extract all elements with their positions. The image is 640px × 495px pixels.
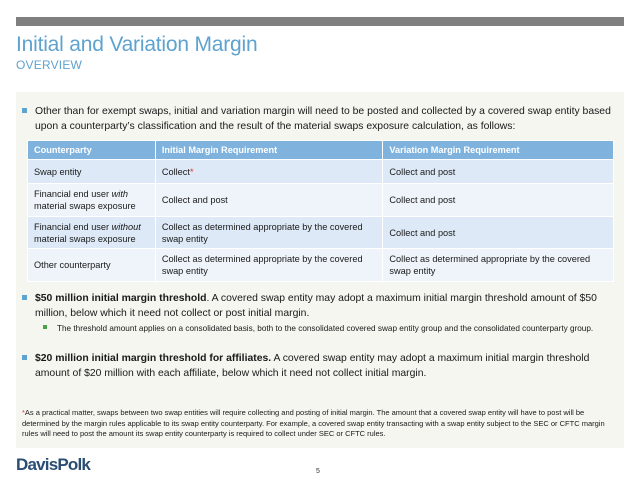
page-subtitle: OVERVIEW <box>16 58 83 72</box>
table-row <box>28 217 614 249</box>
table-row <box>28 160 614 184</box>
affiliate-bullet-text: A covered swap entity may adopt a maximum initial margin threshold amount of $20 million with each affiliate, below which it need not collect initial margin. <box>35 353 590 379</box>
sub-bullet-square-icon <box>43 325 47 329</box>
cell-variation: Collect and post <box>383 160 614 184</box>
cell-variation: Collect and post <box>383 184 614 217</box>
footnote-asterisk: * <box>189 166 194 177</box>
bullet-square-icon <box>22 295 27 300</box>
davis-polk-logo: DavisPolk <box>16 455 91 474</box>
page-number: 5 <box>316 468 320 475</box>
affiliate-bullet-bold: $20 million initial margin threshold for affiliates. <box>35 353 272 364</box>
intro-bullet-text: Other than for exempt swaps, initial and variation margin will need to be posted and collected by a covered swap entity based upon a counterparty’s classification and the result of the material swaps exposure calculation, as follows: <box>35 106 611 132</box>
cell-variation: Collect and post <box>383 217 614 249</box>
footnote <box>22 408 618 440</box>
threshold-bullet-text: . A covered swap entity may adopt a maximum initial margin threshold amount of $50 million, below which it need not collect or post initial margin. <box>35 293 597 319</box>
threshold-sub-bullet-text: The threshold amount applies on a consolidated basis, both to the consolidated covered swap entity group and the consolidated counterparty group. <box>57 324 594 333</box>
table-row <box>28 184 614 217</box>
cell-initial: Collect and post <box>155 184 383 217</box>
content-panel <box>16 92 624 448</box>
cell-initial: Collect as determined appropriate by the covered swap entity <box>155 217 383 249</box>
cell-variation: Collect as determined appropriate by the covered swap entity <box>383 249 614 282</box>
threshold-sub-bullet <box>43 322 615 335</box>
footnote-text: As a practical matter, swaps between two swap entities will require collecting and posting of initial margin. The amount that a covered swap entity will have to post will be determined by the margin rules applicable to its swap entity counterparty. For example, a covered swap entity transacting with a swap entity subject to the SEC or CFTC margin rules will need to post the amount its swap entity counterparty is required to collect under SEC or CFTC rules. <box>22 408 605 438</box>
table-row <box>28 249 614 282</box>
cell-initial: Collect* <box>155 160 383 184</box>
cell-counterparty: Swap entity <box>28 160 156 184</box>
affiliate-bullet <box>22 351 612 381</box>
table-header-row <box>28 141 614 160</box>
page-title: Initial and Variation Margin <box>16 33 258 56</box>
cell-counterparty: Financial end user with material swaps exposure <box>28 184 156 217</box>
threshold-bullet <box>22 291 612 321</box>
footnote-asterisk: * <box>22 408 25 417</box>
bullet-square-icon <box>22 108 27 113</box>
cell-counterparty: Financial end user without material swaps exposure <box>28 217 156 249</box>
bullet-square-icon <box>22 355 27 360</box>
cell-counterparty: Other counterparty <box>28 249 156 282</box>
margin-requirements-table <box>27 140 614 282</box>
header-counterparty: Counterparty <box>28 141 156 160</box>
threshold-bullet-bold: $50 million initial margin threshold <box>35 293 207 304</box>
cell-initial: Collect as determined appropriate by the covered swap entity <box>155 249 383 282</box>
header-variation-margin: Variation Margin Requirement <box>383 141 614 160</box>
intro-bullet <box>22 104 612 134</box>
top-bar <box>16 17 624 26</box>
header-initial-margin: Initial Margin Requirement <box>155 141 383 160</box>
